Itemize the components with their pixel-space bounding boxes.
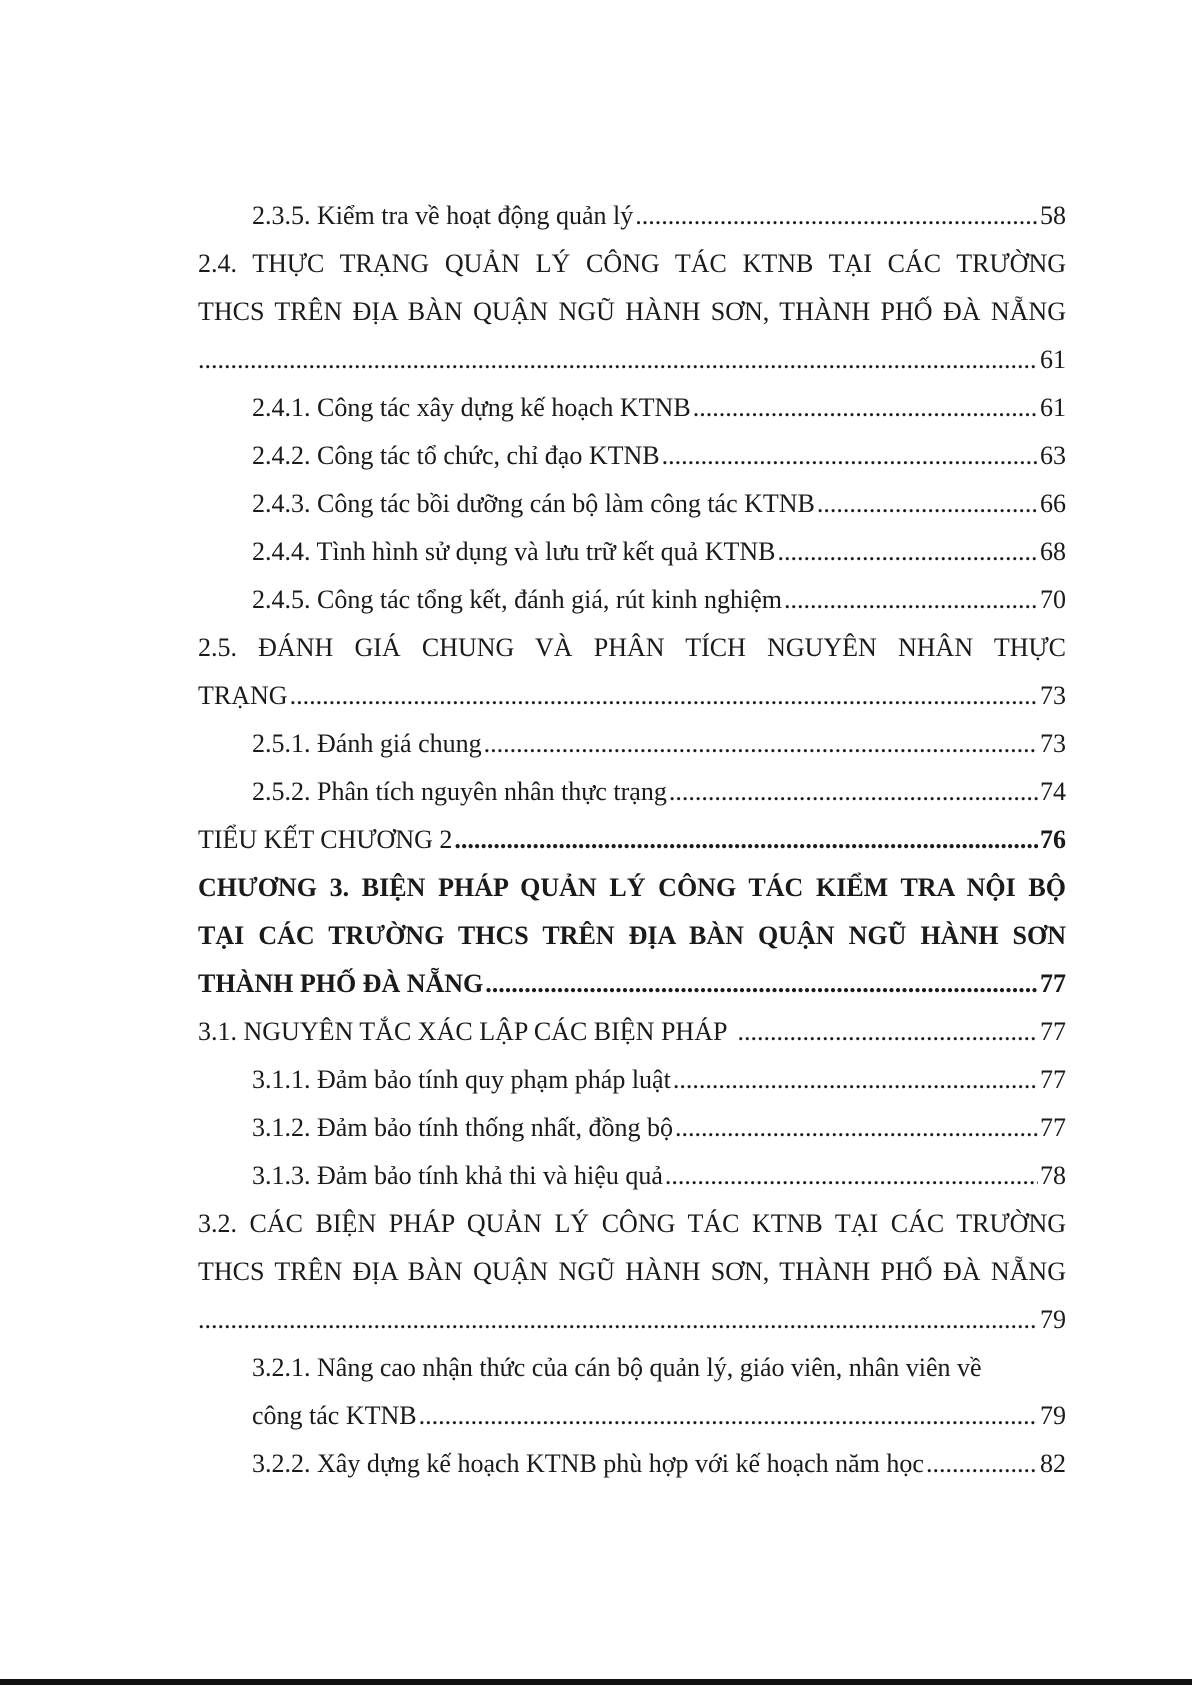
toc-entry-3-1[interactable] — [198, 1008, 1066, 1056]
toc-entry-line: THCS TRÊN ĐỊA BÀN QUẬN NGŨ HÀNH SƠN, THÀNH PHỐ ĐÀ NẴNG — [198, 1257, 1066, 1286]
toc-entry-label: 2.4.4. Tình hình sử dụng và lưu trữ kết quả KTNB — [252, 537, 776, 566]
toc-entry-label: 3.1.2. Đảm bảo tính thống nhất, đồng bộ — [252, 1113, 674, 1142]
dot-leader — [419, 1392, 1038, 1440]
toc-entry-line: 3.2.1. Nâng cao nhận thức của cán bộ quản lý, giáo viên, nhân viên về — [252, 1353, 982, 1382]
dot-leader — [662, 432, 1038, 480]
dot-leader — [198, 336, 1038, 384]
toc-page-number: 79 — [1040, 1401, 1066, 1430]
toc-entry-3-1-2[interactable] — [198, 1104, 1066, 1152]
toc-entry-tieu-ket-chuong-2[interactable] — [198, 816, 1066, 864]
toc-entry-leader-row — [198, 336, 1066, 384]
dot-leader — [675, 1104, 1038, 1152]
toc-entry-leader-row — [198, 672, 1066, 720]
dot-leader — [784, 576, 1038, 624]
toc-entry-label: 2.3.5. Kiểm tra về hoạt động quản lý — [252, 201, 634, 230]
dot-leader — [198, 1296, 1038, 1344]
toc-entry-label: TIỂU KẾT CHƯƠNG 2 — [198, 825, 453, 854]
toc-entry-2-4-5[interactable] — [198, 576, 1066, 624]
dot-leader — [665, 1152, 1038, 1200]
toc-entry-line: 2.4. THỰC TRẠNG QUẢN LÝ CÔNG TÁC KTNB TẠI CÁC TRƯỜNG — [198, 249, 1066, 278]
toc-entry-label: 2.4.1. Công tác xây dựng kế hoạch KTNB — [252, 393, 691, 422]
table-of-contents — [198, 192, 1066, 1488]
toc-page-number: 73 — [1040, 729, 1066, 758]
toc-entry-label: 3.1. NGUYÊN TẮC XÁC LẬP CÁC BIỆN PHÁP — [198, 1017, 728, 1046]
dot-leader — [485, 960, 1038, 1008]
dot-leader — [737, 1008, 1038, 1056]
toc-page-number: 78 — [1040, 1161, 1066, 1190]
toc-page-number: 70 — [1040, 585, 1066, 614]
dot-leader — [926, 1440, 1038, 1488]
dot-leader — [817, 480, 1038, 528]
toc-entry-3-2[interactable] — [198, 1200, 1066, 1344]
dot-leader — [673, 1056, 1038, 1104]
toc-entry-line: THCS TRÊN ĐỊA BÀN QUẬN NGŨ HÀNH SƠN, THÀNH PHỐ ĐÀ NẴNG — [198, 297, 1066, 326]
toc-entry-2-4-3[interactable] — [198, 480, 1066, 528]
toc-page-number: 66 — [1040, 489, 1066, 518]
toc-entry-label: 2.4.5. Công tác tổng kết, đánh giá, rút kinh nghiệm — [252, 585, 783, 614]
toc-page-number: 61 — [1040, 345, 1066, 374]
toc-entry-3-1-1[interactable] — [198, 1056, 1066, 1104]
toc-entry-label: 2.4.2. Công tác tổ chức, chỉ đạo KTNB — [252, 441, 660, 470]
toc-entry-leader-row — [198, 960, 1066, 1008]
toc-page-number: 76 — [1040, 825, 1066, 854]
dot-leader — [635, 192, 1038, 240]
dot-leader — [290, 672, 1038, 720]
toc-entry-2-3-5[interactable] — [198, 192, 1066, 240]
toc-page-number: 61 — [1040, 393, 1066, 422]
toc-entry-label: 3.1.3. Đảm bảo tính khả thi và hiệu quả — [252, 1161, 663, 1190]
toc-entry-label: công tác KTNB — [252, 1401, 417, 1430]
toc-entry-2-5-1[interactable] — [198, 720, 1066, 768]
toc-entry-2-4-1[interactable] — [198, 384, 1066, 432]
toc-entry-chuong-3[interactable] — [198, 864, 1066, 1008]
page-bottom-edge — [0, 1679, 1192, 1685]
toc-entry-line: TẠI CÁC TRƯỜNG THCS TRÊN ĐỊA BÀN QUẬN NGŨ HÀNH SƠN — [198, 921, 1066, 950]
dot-leader — [484, 720, 1038, 768]
toc-entry-label: 3.2.2. Xây dựng kế hoạch KTNB phù hợp với kế hoạch năm học — [252, 1449, 924, 1478]
toc-entry-2-4[interactable] — [198, 240, 1066, 384]
toc-entry-3-2-1[interactable] — [198, 1344, 1066, 1440]
toc-page-number: 79 — [1040, 1305, 1066, 1334]
toc-entry-label: THÀNH PHỐ ĐÀ NẴNG — [198, 969, 484, 998]
toc-entry-leader-row — [198, 1392, 1066, 1440]
toc-entry-3-1-3[interactable] — [198, 1152, 1066, 1200]
toc-entry-label: 2.5.1. Đánh giá chung — [252, 729, 482, 758]
toc-entry-line: 2.5. ĐÁNH GIÁ CHUNG VÀ PHÂN TÍCH NGUYÊN NHÂN THỰC — [198, 633, 1066, 662]
dot-leader — [693, 384, 1038, 432]
toc-page-number: 58 — [1040, 201, 1066, 230]
toc-entry-label: 2.5.2. Phân tích nguyên nhân thực trạng — [252, 777, 667, 806]
toc-entry-label: TRẠNG — [198, 681, 288, 710]
toc-entry-line: 3.2. CÁC BIỆN PHÁP QUẢN LÝ CÔNG TÁC KTNB TẠI CÁC TRƯỜNG — [198, 1209, 1066, 1238]
toc-entry-label: 3.1.1. Đảm bảo tính quy phạm pháp luật — [252, 1065, 671, 1094]
toc-page-number: 68 — [1040, 537, 1066, 566]
toc-page-number: 82 — [1040, 1449, 1066, 1478]
dot-leader — [777, 528, 1038, 576]
toc-page-number: 63 — [1040, 441, 1066, 470]
dot-leader — [669, 768, 1038, 816]
toc-entry-3-2-2[interactable] — [198, 1440, 1066, 1488]
toc-entry-2-5-2[interactable] — [198, 768, 1066, 816]
toc-page-number: 77 — [1040, 1065, 1066, 1094]
toc-entry-2-5[interactable] — [198, 624, 1066, 720]
toc-entry-2-4-2[interactable] — [198, 432, 1066, 480]
toc-page-number: 73 — [1040, 681, 1066, 710]
toc-entry-2-4-4[interactable] — [198, 528, 1066, 576]
toc-page-number: 74 — [1040, 777, 1066, 806]
toc-entry-leader-row — [198, 1296, 1066, 1344]
toc-entry-label: 2.4.3. Công tác bồi dưỡng cán bộ làm công tác KTNB — [252, 489, 815, 518]
toc-entry-line: CHƯƠNG 3. BIỆN PHÁP QUẢN LÝ CÔNG TÁC KIỂM TRA NỘI BỘ — [198, 873, 1066, 902]
toc-page-number: 77 — [1040, 1017, 1066, 1046]
dot-leader — [454, 816, 1038, 864]
toc-page-number: 77 — [1040, 969, 1066, 998]
toc-page-number: 77 — [1040, 1113, 1066, 1142]
